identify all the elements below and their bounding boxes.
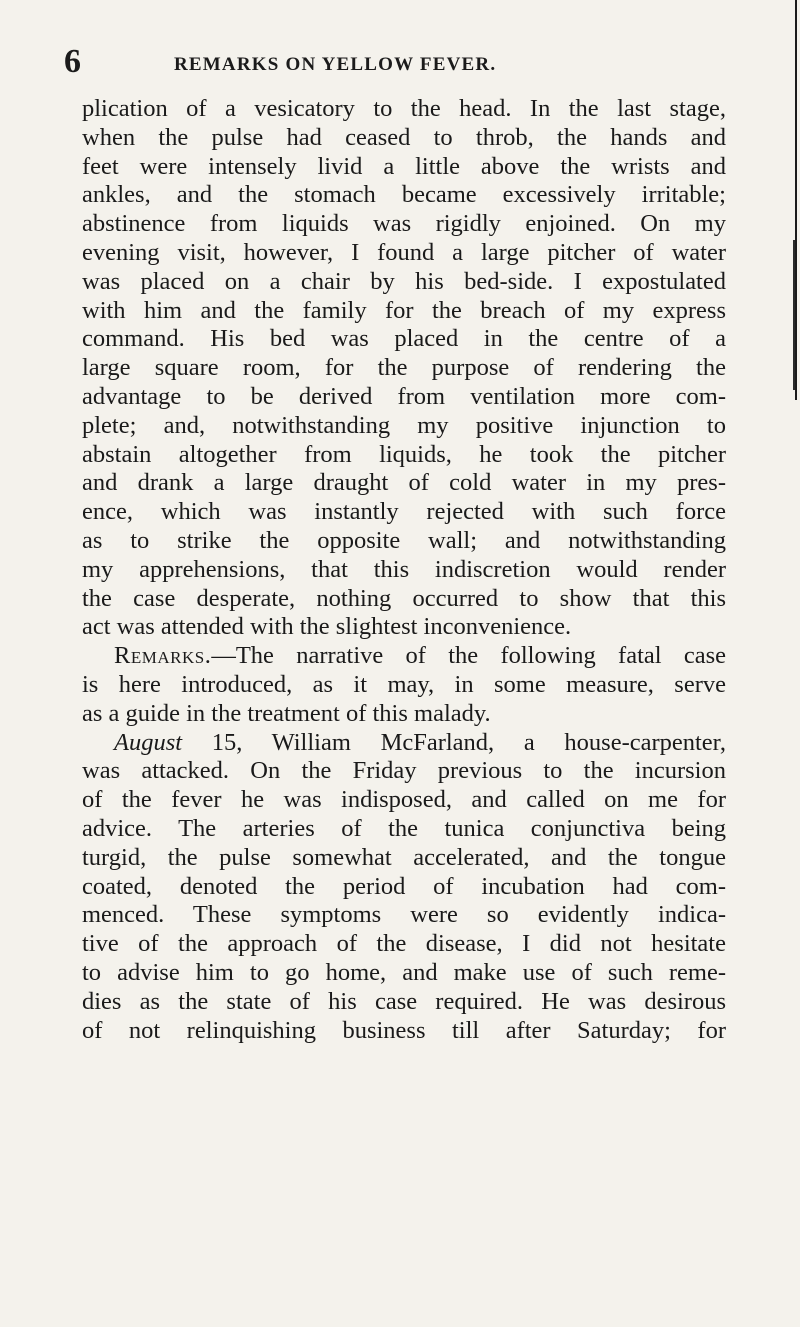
text-line: plication of a vesicatory to the head. In the last stage, xyxy=(82,95,726,122)
running-head: REMARKS ON YELLOW FEVER. xyxy=(174,54,497,75)
text-line: is here introduced, as it may, in some measure, serve xyxy=(82,670,726,698)
text-line: with him and the family for the breach of my express xyxy=(82,296,726,324)
text-line: to advise him to go home, and make use of such reme- xyxy=(82,958,726,986)
remarks-label: Remarks. xyxy=(114,642,212,670)
text-line: ankles, and the stomach became excessively irritable; xyxy=(82,181,726,209)
text-line: ence, which was instantly rejected with such force xyxy=(82,498,726,526)
text-line: feet were intensely livid a little above the wrists and xyxy=(82,152,726,180)
text-line: when the pulse had ceased to throb, the hands and xyxy=(82,123,726,151)
text-line: of the fever he was indisposed, and called on me for xyxy=(82,786,726,814)
text-line: act was attended with the slightest inconvenience. xyxy=(82,613,572,641)
text-line: tive of the approach of the disease, I did not hesitate xyxy=(82,930,726,958)
date-italic: August xyxy=(114,728,183,756)
text-line: and drank a large draught of cold water in my pres- xyxy=(82,469,726,497)
text-line: command. His bed was placed in the centre of a xyxy=(82,325,726,353)
text-line: large square room, for the purpose of rendering the xyxy=(82,354,726,382)
text-line: was attacked. On the Friday previous to the incursion xyxy=(82,757,726,785)
august-line xyxy=(82,729,726,758)
text-line: turgid, the pulse somewhat accelerated, and the tongue xyxy=(82,843,726,871)
text-line: of not relinquishing business till after Saturday; for xyxy=(82,1016,726,1044)
page-edge-line xyxy=(795,0,797,400)
em-dash: — xyxy=(211,642,236,670)
text-line: my apprehensions, that this indiscretion would render xyxy=(82,555,726,583)
text-line: advantage to be derived from ventilation more com- xyxy=(82,382,726,410)
text-line: was placed on a chair by his bed-side. I expostulated xyxy=(82,267,726,295)
august-text: 15, William McFarland, a house-carpenter, xyxy=(182,728,726,756)
text-line: menced. These symptoms were so evidently indica- xyxy=(82,901,726,929)
page-edge-line xyxy=(793,240,795,390)
text-line: coated, denoted the period of incubation had com- xyxy=(82,872,726,900)
remarks-text: The narrative of the following fatal case xyxy=(235,642,726,670)
remarks-line xyxy=(82,642,726,671)
text-line: evening visit, however, I found a large pitcher of water xyxy=(82,238,726,266)
text-line: plete; and, notwithstanding my positive injunction to xyxy=(82,411,726,439)
body-text xyxy=(82,95,726,1045)
text-line: dies as the state of his case required. He was desirous xyxy=(82,987,726,1015)
text-line: abstain altogether from liquids, he took the pitcher xyxy=(82,440,726,468)
text-line: abstinence from liquids was rigidly enjoined. On my xyxy=(82,210,726,238)
text-line: as to strike the opposite wall; and notwithstanding xyxy=(82,526,726,554)
text-line: as a guide in the treatment of this malady. xyxy=(82,699,491,727)
page-number: 6 xyxy=(64,43,81,80)
page-header xyxy=(64,44,744,84)
text-line: advice. The arteries of the tunica conjunctiva being xyxy=(82,814,726,842)
text-line: the case desperate, nothing occurred to show that this xyxy=(82,584,726,612)
